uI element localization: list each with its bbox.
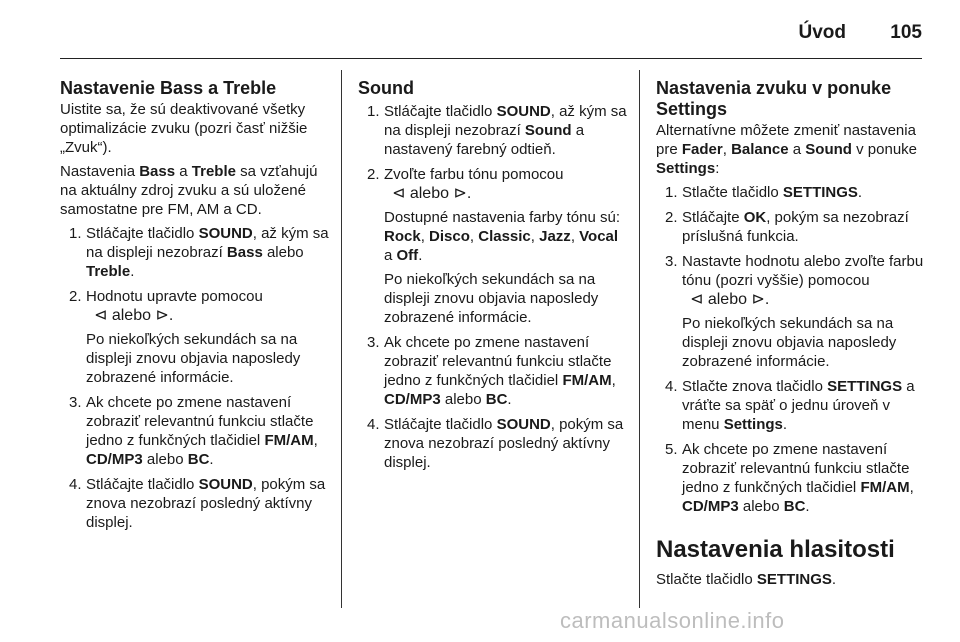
column-divider-1	[341, 70, 342, 608]
list-item: 1. Stlačte tlačidlo SETTINGS.	[665, 184, 863, 201]
watermark: carmanualsonline.info	[560, 608, 785, 633]
heading-volume: Nastavenia hlasitosti	[656, 536, 895, 563]
header-rule	[60, 58, 922, 59]
arrow-icons: ⊲ alebo ⊳.	[94, 307, 174, 324]
list-item: 3. Nastavte hodnotu alebo zvoľte farbu tónu (pozri vyššie) pomocou ⊲ alebo ⊳. Po niekoľkých sekundách sa na displeji znovu objavia naposledy zobrazené informácie.	[665, 253, 924, 370]
arrow-icons: ⊲ alebo ⊳.	[690, 291, 770, 308]
step-list	[656, 183, 924, 516]
list-item: 4. Stláčajte tlačidlo SOUND, pokým sa znova nezobrazí posledný aktívny displej.	[69, 476, 326, 531]
paragraph: Nastavenia Bass a Treble sa vzťahujú na aktuálny zdroj zvuku a sú uložené samostatne pre FM, AM a CD.	[60, 163, 318, 218]
heading-sound: Sound	[358, 78, 414, 98]
step-list	[60, 224, 330, 532]
heading-settings: Nastavenia zvuku v ponuke Settings	[656, 78, 892, 119]
column-divider-2	[639, 70, 640, 608]
paragraph: Uistite sa, že sú deaktivované všetky optimalizácie zvuku (pozri časť nižšie „Zvuk“).	[60, 101, 308, 156]
column-sound	[358, 78, 628, 478]
list-item: 2. Zvoľte farbu tónu pomocou ⊲ alebo ⊳. Dostupné nastavenia farby tónu sú: Rock, Disco, Classic, Jazz, Vocal a Off. Po niekoľkých sekundách sa na displeji znovu objavia naposledy zobrazené informácie.	[367, 166, 620, 326]
list-item: 4. Stláčajte tlačidlo SOUND, pokým sa znova nezobrazí posledný aktívny displej.	[367, 416, 624, 471]
heading-bass-treble: Nastavenie Bass a Treble	[60, 78, 277, 98]
list-item: 3. Ak chcete po zmene nastavení zobraziť relevantnú funkciu stlačte jedno z funkčných tlačidiel FM/AM, CD/MP3 alebo BC.	[69, 394, 318, 468]
column-bass-treble	[60, 78, 330, 538]
step-list	[358, 102, 628, 472]
list-item: 5. Ak chcete po zmene nastavení zobraziť relevantnú funkciu stlačte jedno z funkčných tlačidiel FM/AM, CD/MP3 alebo BC.	[665, 441, 914, 515]
list-item: 4. Stlačte znova tlačidlo SETTINGS a vráťte sa späť o jednu úroveň v menu Settings.	[665, 378, 915, 433]
page-number: 105	[890, 22, 922, 43]
paragraph: Alternatívne môžete zmeniť nastavenia pre Fader, Balance a Sound v ponuke Settings:	[656, 122, 917, 177]
paragraph: Stlačte tlačidlo SETTINGS.	[656, 571, 837, 588]
list-item: 1. Stláčajte tlačidlo SOUND, až kým sa na displeji nezobrazí Bass alebo Treble.	[69, 225, 329, 280]
arrow-icons: ⊲ alebo ⊳.	[392, 185, 472, 202]
column-settings	[656, 78, 924, 594]
section-title: Úvod	[798, 22, 846, 43]
list-item: 2. Hodnotu upravte pomocou ⊲ alebo ⊳. Po niekoľkých sekundách sa na displeji znovu objavia naposledy zobrazené informácie.	[69, 288, 301, 386]
list-item: 3. Ak chcete po zmene nastavení zobraziť relevantnú funkciu stlačte jedno z funkčných tlačidiel FM/AM, CD/MP3 alebo BC.	[367, 334, 616, 408]
list-item: 1. Stláčajte tlačidlo SOUND, až kým sa na displeji nezobrazí Sound a nastavený farebný odtieň.	[367, 103, 627, 158]
page-header	[0, 14, 960, 50]
list-item: 2. Stláčajte OK, pokým sa nezobrazí príslušná funkcia.	[665, 209, 909, 245]
